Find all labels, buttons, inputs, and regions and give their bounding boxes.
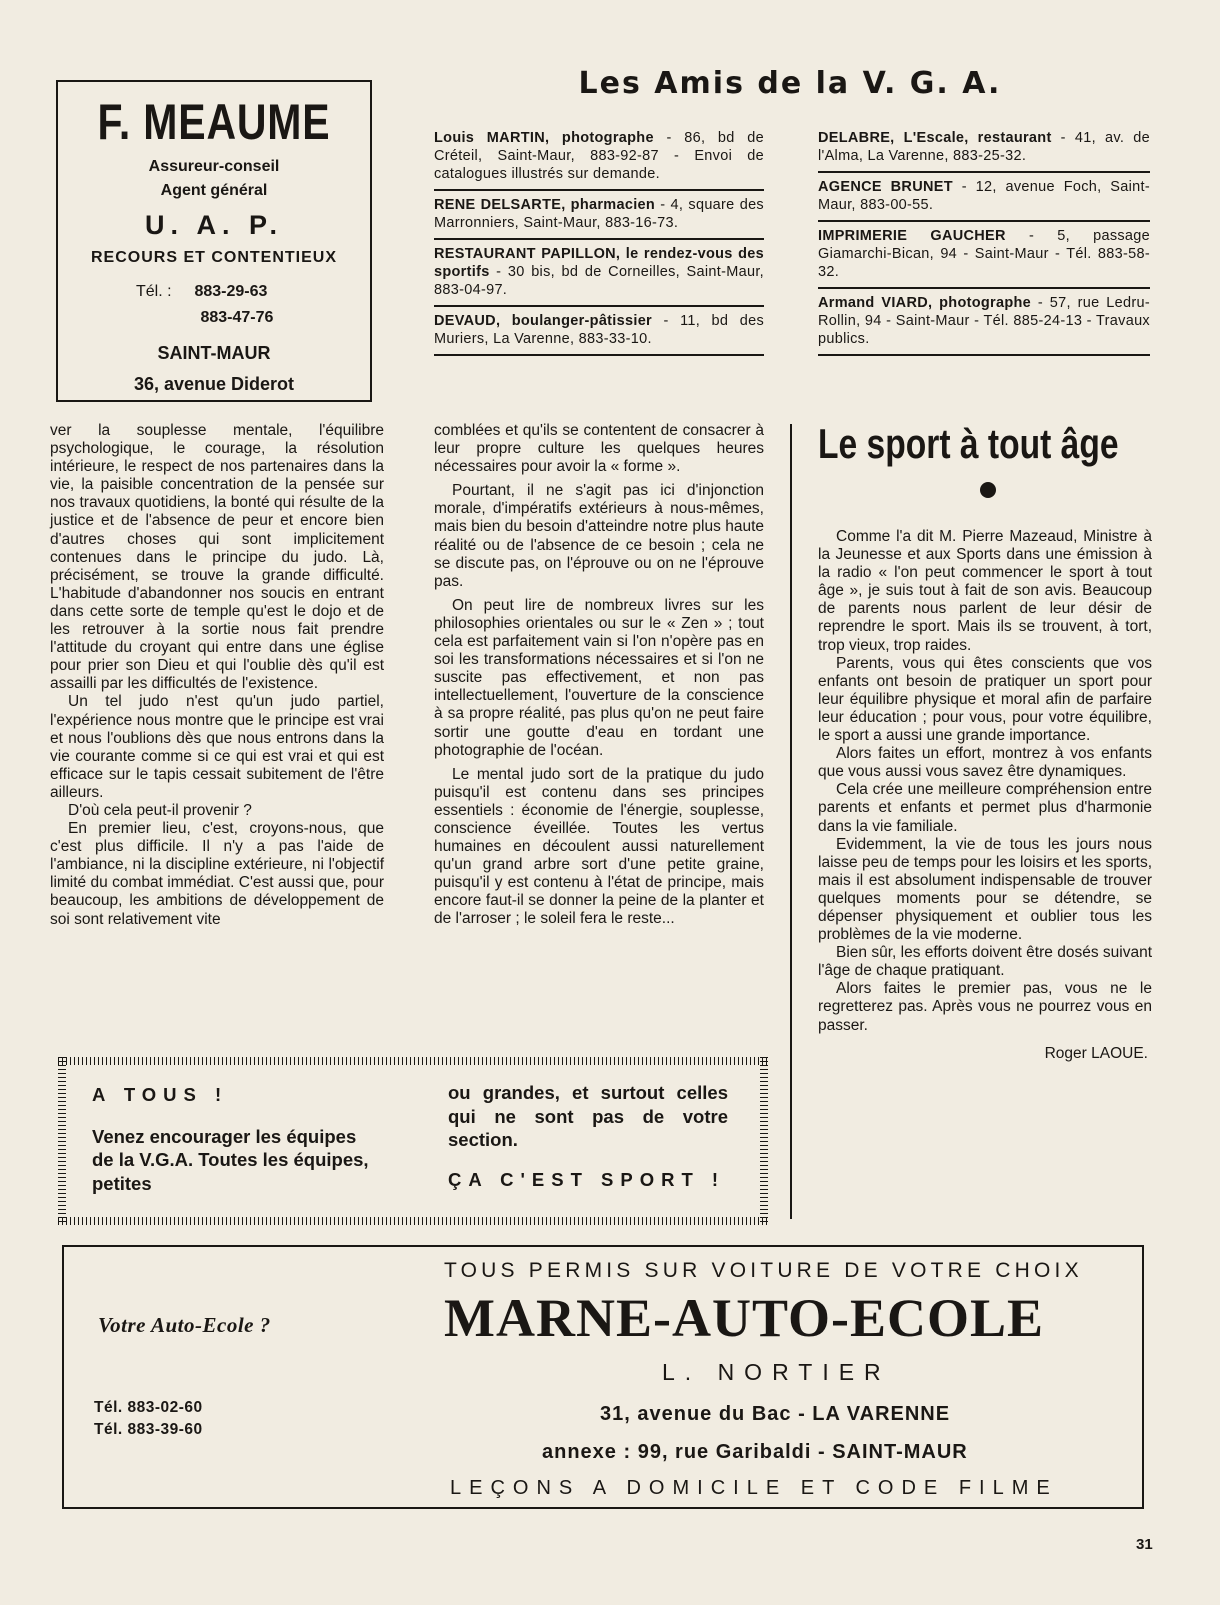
meaume-address: 36, avenue Diderot xyxy=(133,374,295,394)
amis-entry xyxy=(434,191,764,240)
amis-entry-text: - 4, square des Marronniers, Saint-Maur, 883-16-73. xyxy=(434,197,764,231)
paragraph: ver la souplesse mentale, l'équilibre psychologique, le courage, la résolution intérieure, le respect de nos partenaires dans la vie, la paisible concentration de la pensée sur nos travaux quotidiens, la bonté qui résulte de la justice et de l'absence de peur et encore bien d'autres choses qui sont implicitement contenues dans le principe du judo. Là, précisément, se trouve la grande difficulté. L'habitude d'abandonner nos soucis en entrant dans cette sorte de temple qu'est le dojo et de les retrouver à la sortie nous fait prendre l'attitude du croyant qui entre dans une église pour prier son Dieu et qui l'oublie dès qu'il est assailli par les difficultés de l'existence. xyxy=(50,422,384,693)
amis-entry-text: - 5, passage Giamarchi-Bican, 94 - Saint-Maur - Tél. 883-58-32. xyxy=(818,228,1151,280)
amis-entry-name: IMPRIMERIE GAUCHER xyxy=(818,228,1006,244)
amis-entry-name: RESTAURANT PAPILLON, le rendez-vous des sportifs xyxy=(434,246,764,280)
atous-left-text xyxy=(92,1083,382,1195)
paragraph: En premier lieu, c'est, croyons-nous, que c'est plus difficile. Il n'y a pas l'aide de l'ambiance, ni la discipline extérieure, ni l'objectif limité du combat immédiat. C'est aussi que, pour beaucoup, les ambitions de développement de soi sont relativement vite xyxy=(50,820,384,928)
meaume-role2: Agent général xyxy=(160,182,268,199)
hatch-border-right xyxy=(760,1057,768,1225)
amis-entry xyxy=(434,307,764,356)
auto-ecole-advertisement xyxy=(62,1245,1144,1509)
auto-owner: L. NORTIER xyxy=(662,1359,891,1385)
auto-address: 31, avenue du Bac - LA VARENNE xyxy=(600,1403,951,1425)
amis-entry xyxy=(818,289,1150,356)
paragraph: Le mental judo sort de la pratique du judo puisqu'il est contenu dans ses principes essentiels : économie de l'énergie, souplesse, conscience éveillée. Toutes les vertus humaines en découlent aussi naturellement qu'un grand arbre sort d'une petite graine, puisqu'il y est contenu à l'état de principe, mais encore faut-il se donner la peine de la planter et de l'arroser ; le soleil fera le reste... xyxy=(434,765,764,928)
auto-tel1: Tél. 883-02-60 xyxy=(94,1399,203,1416)
atous-right-text xyxy=(448,1081,738,1191)
meaume-tel-label: Tél. : xyxy=(136,283,172,300)
paragraph: Cela crée une meilleure compréhension entre parents et enfants et permet plus d'harmonie dans la vie familiale. xyxy=(818,781,1152,835)
paragraph: Evidemment, la vie de tous les jours nous laisse peu de temps pour les loisirs et les sports, mais il est absolument indispensable de trouver quelques moments pour se détendre, se dépenser physiquement et oublier tous les problèmes de la vie moderne. xyxy=(818,835,1152,944)
meaume-company: U. A. P. xyxy=(144,210,284,240)
paragraph: Un tel judo n'est qu'un judo partiel, l'expérience nous montre que le principe est vrai et nous l'oublions dès que nous entrons dans la vie courante comme si ce qui est vrai et qui est efficace sur le tapis cessait subitement de l'être ailleurs. xyxy=(50,693,384,801)
paragraph: Comme l'a dit M. Pierre Mazeaud, Ministre à la Jeunesse et aux Sports dans une émission à la radio « l'on peut commencer le sport à tout âge », je suis tout à fait de son avis. Beaucoup de parents nous parlent de leur désir de reprendre le sport. Mais ils se trouvent, à tort, trop vieux, trop raides. xyxy=(818,528,1152,654)
meaume-tel1: 883-29-63 xyxy=(194,283,268,300)
amis-entry-name: DELABRE, L'Escale, restaurant xyxy=(818,130,1052,146)
amis-entry-text: - 57, rue Ledru-Rollin, 94 - Saint-Maur - Tél. 885-24-13 - Travaux publics. xyxy=(818,295,1150,347)
auto-tel2: Tél. 883-39-60 xyxy=(94,1421,203,1438)
meaume-role1: Assureur-conseil xyxy=(148,158,280,175)
auto-annexe: annexe : 99, rue Garibaldi - SAINT-MAUR xyxy=(542,1441,968,1463)
sport-article-title: Le sport à tout âge xyxy=(818,420,1119,467)
amis-title: Les Amis de la V. G. A. xyxy=(578,66,1002,101)
auto-lecons: LEÇONS A DOMICILE ET CODE FILME xyxy=(450,1477,1058,1499)
amis-entry xyxy=(818,124,1150,173)
paragraph: D'où cela peut-il provenir ? xyxy=(68,801,252,819)
paragraph: Alors faites le premier pas, vous ne le regretterez pas. Après vous ne pourrez vous en passer. xyxy=(818,980,1152,1034)
hatch-border-bottom xyxy=(58,1217,768,1225)
amis-entry xyxy=(434,124,764,191)
sport-article-body xyxy=(818,528,1152,1063)
amis-entry-text: - 11, bd des Muriers, La Varenne, 883-33-10. xyxy=(434,313,764,347)
paragraph: Pourtant, il ne s'agit pas ici d'injonction morale, d'impératifs extérieurs à nous-mêmes, mais bien du besoin d'atteindre notre plus haute réalité ou de l'absence de ce besoin ; cela ne se discute pas, on l'éprouve ou on ne l'éprouve pas. xyxy=(434,482,764,590)
paragraph: Bien sûr, les efforts doivent être dosés suivant l'âge de chaque pratiquant. xyxy=(818,944,1152,980)
paragraph: comblées et qu'ils se contentent de consacrer à leur propre culture les quelques heures nécessaires pour avoir la « forme ». xyxy=(434,422,764,476)
amis-entry-text: - 86, bd de Créteil, Saint-Maur, 883-92-87 - Envoi de catalogues illustrés sur demande. xyxy=(434,130,764,182)
meaume-tel2: 883-47-76 xyxy=(200,309,274,326)
article-column-2 xyxy=(434,422,764,929)
atous-box xyxy=(58,1057,768,1225)
page-number: 31 xyxy=(1136,1536,1153,1553)
meaume-phones xyxy=(136,279,370,331)
meaume-city: SAINT-MAUR xyxy=(157,343,271,363)
amis-entry-name: Armand VIARD, photographe xyxy=(818,295,1032,311)
atous-closing: ÇA C'EST SPORT ! xyxy=(448,1168,726,1190)
amis-entry-text: - 12, avenue Foch, Saint-Maur, 883-00-55. xyxy=(818,179,1150,213)
column-divider xyxy=(790,424,792,1219)
amis-list-right xyxy=(818,124,1150,356)
sport-signature: Roger LAOUE. xyxy=(1044,1044,1148,1062)
paragraph: On peut lire de nombreux livres sur les philosophies orientales ou sur le « Zen » ; tout cela est parfaitement vain si l'on n'opère pas en soi les transformations nécessaires et si l'on ne suscite pas effectivement, et non pas intellectuellement, l'ouverture de la conscience à sa propre réalité, pas plus qu'on ne peut faire sortir une goutte d'eau en tordant une photographie de l'océan. xyxy=(434,596,764,759)
atous-heading: A TOUS ! xyxy=(92,1084,229,1105)
amis-list-left xyxy=(434,124,764,356)
amis-entry-text: - 30 bis, bd de Corneilles, Saint-Maur, 883-04-97. xyxy=(434,264,764,298)
auto-school-name: MARNE-AUTO-ECOLE xyxy=(444,1288,1045,1348)
atous-right-body: ou grandes, et surtout celles qui ne sont pas de votre section. xyxy=(448,1082,728,1150)
amis-entry-text: - 41, av. de l'Alma, La Varenne, 883-25-32. xyxy=(818,130,1150,164)
atous-left-body: Venez encourager les équipes de la V.G.A. Toutes les équipes, petites xyxy=(92,1125,369,1194)
amis-entry xyxy=(434,240,764,307)
amis-entry xyxy=(818,222,1150,289)
auto-permis: TOUS PERMIS SUR VOITURE DE VOTRE CHOIX xyxy=(444,1259,1083,1282)
amis-entry-name: RENE DELSARTE, pharmacien xyxy=(434,197,656,213)
amis-entry-name: Louis MARTIN, photographe xyxy=(434,130,654,146)
meaume-name: F. MEAUME xyxy=(97,94,331,150)
meaume-advertisement xyxy=(56,80,372,402)
paragraph: Parents, vous qui êtes conscients que vos enfants ont besoin de pratiquer un sport pour leur équilibre physique et moral afin de parfaire leur éducation ; pour vous, pour votre équilibre, le sport a aussi une grande importance. xyxy=(818,654,1152,745)
article-column-1 xyxy=(50,422,384,929)
hatch-border-top xyxy=(58,1057,768,1065)
auto-phones xyxy=(94,1397,203,1441)
amis-entry xyxy=(818,173,1150,222)
sport-paragraphs xyxy=(818,528,1152,1035)
paragraph: Alors faites un effort, montrez à vos enfants que vous aussi vous savez être dynamiques. xyxy=(818,745,1152,781)
hatch-border-left xyxy=(58,1057,66,1225)
bullet-icon xyxy=(980,482,996,498)
amis-entry-name: AGENCE BRUNET xyxy=(818,179,953,195)
auto-question: Votre Auto-Ecole ? xyxy=(98,1313,271,1337)
meaume-service: RECOURS ET CONTENTIEUX xyxy=(90,249,337,266)
amis-entry-name: DEVAUD, boulanger-pâtissier xyxy=(434,313,653,329)
